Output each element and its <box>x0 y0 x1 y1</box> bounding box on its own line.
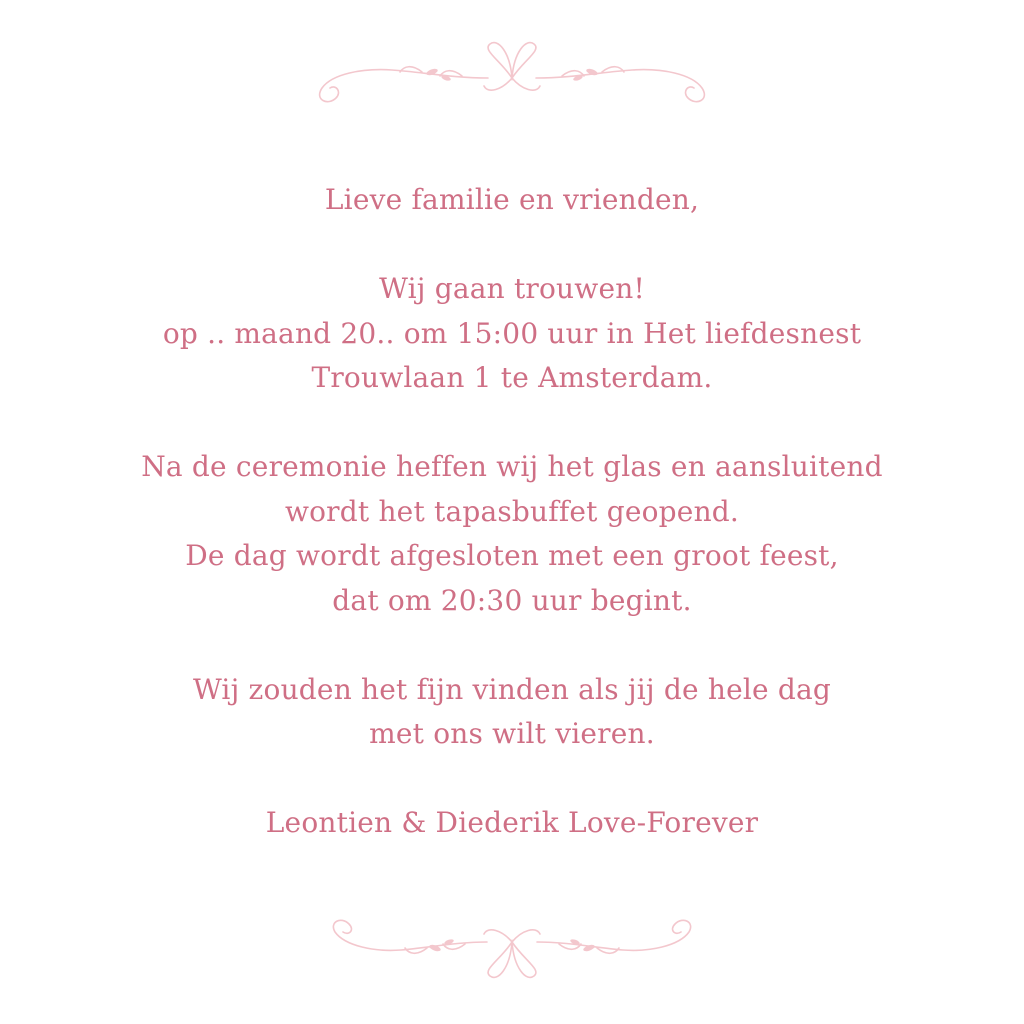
announcement-line: Trouwlaan 1 te Amsterdam. <box>311 361 713 394</box>
greeting: Lieve familie en vrienden, <box>324 183 700 216</box>
program-line: Na de ceremonie heffen wij het glas en aansluitend <box>141 450 883 483</box>
program-line: De dag wordt afgesloten met een groot feest, <box>185 539 839 572</box>
closing-line: met ons wilt vieren. <box>369 717 655 750</box>
program-line: wordt het tapasbuffet geopend. <box>284 494 740 528</box>
swirl-flourish-icon <box>327 912 697 984</box>
invitation-text <box>0 178 1024 846</box>
announcement-line: Wij gaan trouwen! <box>379 272 645 305</box>
program-line: dat om 20:30 uur begint. <box>332 583 692 617</box>
signature: Leontien & Diederik Love-Forever <box>265 806 759 839</box>
announcement-line: op .. maand 20.. om 15:00 uur in Het liefdesnest <box>162 316 862 350</box>
bottom-flourish <box>0 912 1024 984</box>
closing-line: Wij zouden het fijn vinden als jij de hele dag <box>192 672 832 706</box>
swirl-flourish-icon <box>312 38 712 110</box>
top-flourish <box>0 38 1024 110</box>
